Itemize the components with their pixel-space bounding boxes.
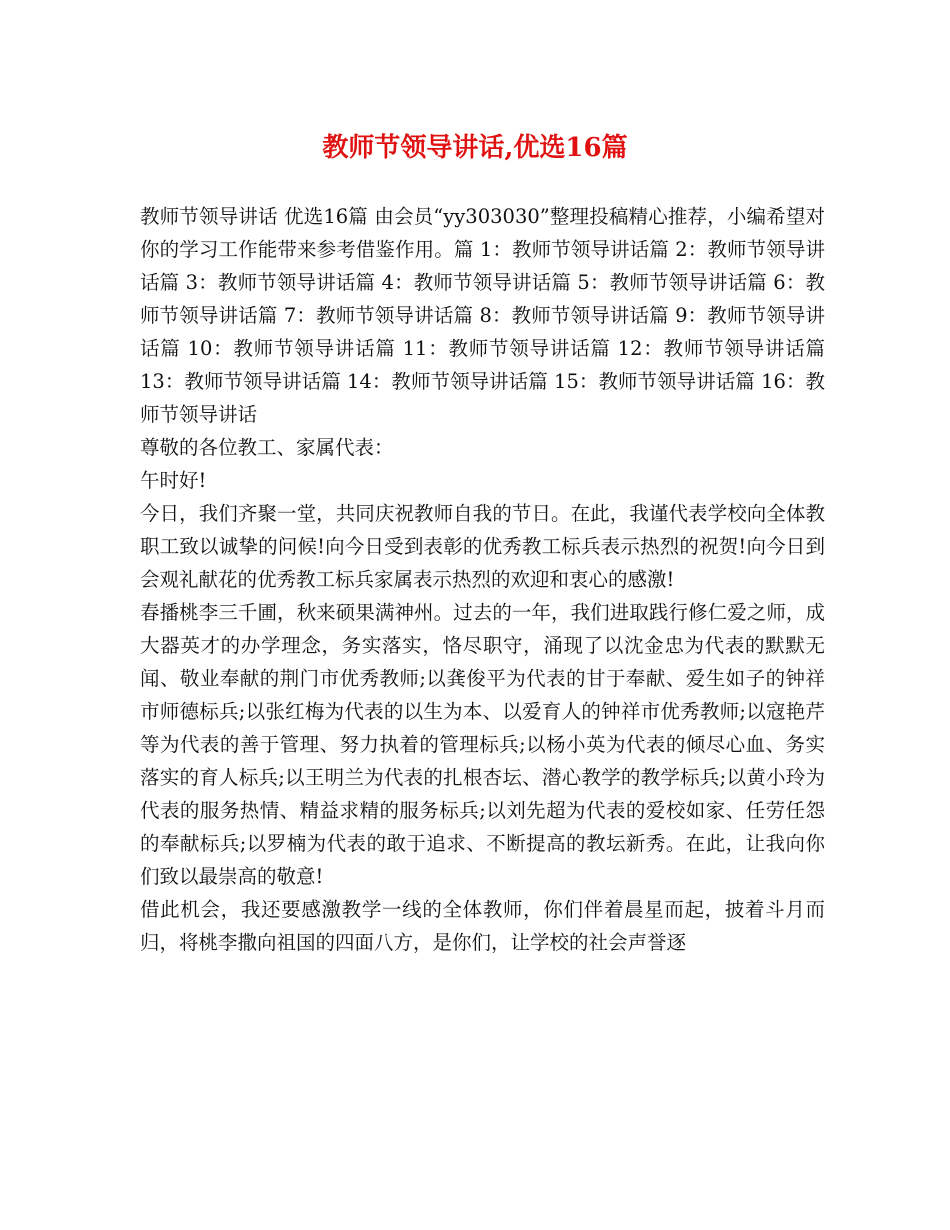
body-paragraph: 春播桃李三千圃，秋来硕果满神州。过去的一年，我们进取践行修仁爱之师，成大器英才的办学理念，务实落实，恪尽职守，涌现了以沈金忠为代表的默默无闻、敬业奉献的荆门市优秀教师;以龚俊平为代表的甘于奉献、爱生如子的钟祥市师德标兵;以张红梅为代表的以生为本、以爱育人的钟祥市优秀教师;以寇艳芹等为代表的善于管理、努力执着的管理标兵;以杨小英为代表的倾尽心血、务实落实的育人标兵;以王明兰为代表的扎根杏坛、潜心教学的教学标兵;以黄小玲为代表的服务热情、精益求精的服务标兵;以刘先超为代表的爱校如家、任劳任怨的奉献标兵;以罗楠为代表的敢于追求、不断提高的教坛新秀。在此，让我向你们致以最崇高的敬意! xyxy=(140,601,825,888)
body-paragraph: 借此机会，我还要感激教学一线的全体教师，你们伴着晨星而起，披着斗月而归，将桃李撒向祖国的四面八方，是你们，让学校的社会声誉逐 xyxy=(140,898,825,954)
body-paragraph: 今日，我们齐聚一堂，共同庆祝教师自我的节日。在此，我谨代表学校向全体教职工致以诚挚的问候!向今日受到表彰的优秀教工标兵表示热烈的祝贺!向今日到会观礼献花的优秀教工标兵家属表示热烈的欢迎和衷心的感激! xyxy=(140,502,825,591)
document-title: 教师节领导讲话,优选16篇 xyxy=(322,133,628,163)
intro-paragraph: 教师节领导讲话 优选16篇 由会员“yy303030”整理投稿精心推荐，小编希望对你的学习工作能带来参考借鉴作用。篇 1：教师节领导讲话篇 2：教师节领导讲话篇 3：教师节领导讲话篇 4：教师节领导讲话篇 5：教师节领导讲话篇 6：教师节领导讲话篇 7：教师节领导讲话篇 8：教师节领导讲话篇 9：教师节领导讲话篇 10：教师节领导讲话篇 11：教师节领导讲话篇 12：教师节领导讲话篇 13：教师节领导讲话篇 14：教师节领导讲话篇 15：教师节领导讲话篇 16：教师节领导讲话 xyxy=(140,205,825,426)
document-body xyxy=(140,200,825,959)
greeting-paragraph: 午时好! xyxy=(140,469,207,492)
salutation-paragraph: 尊敬的各位教工、家属代表： xyxy=(140,436,394,459)
